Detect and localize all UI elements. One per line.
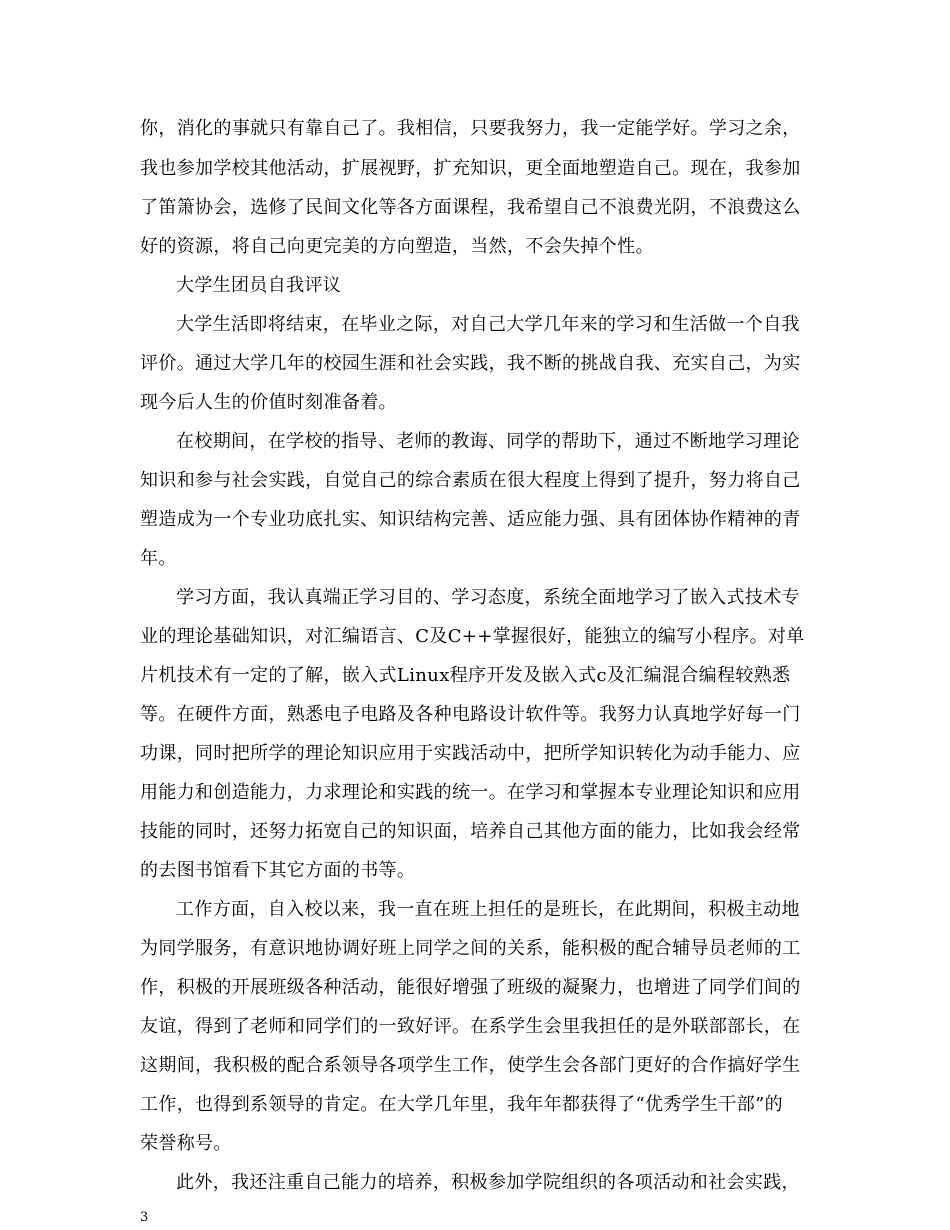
text-line: 友谊，得到了老师和同学们的一致好评。在系学生会里我担任的是外联部部长，在 [140, 1016, 801, 1037]
text-line: 学习方面，我认真端正学习目的、学习态度，系统全面地学习了嵌入式技术专 [176, 587, 800, 608]
text-line: 工作，也得到系领导的肯定。在大学几年里，我年年都获得了“优秀学生干部”的 [140, 1094, 784, 1115]
text-line: 的去图书馆看下其它方面的书等。 [140, 860, 416, 881]
text-line: 用能力和创造能力，力求理论和实践的统一。在学习和掌握本专业理论知识和应用 [140, 782, 801, 803]
text-line: 知识和参与社会实践，自觉自己的综合素质在很大程度上得到了提升，努力将自己 [140, 470, 801, 491]
text-line: 此外，我还注重自己能力的培养，积极参加学院组织的各项活动和社会实践， [176, 1172, 800, 1193]
text-line: 为同学服务，有意识地协调好班上同学之间的关系，能积极的配合辅导员老师的工 [140, 938, 801, 959]
text-line: 等。在硬件方面，熟悉电子电路及各种电路设计软件等。我努力认真地学好每一门 [140, 704, 801, 725]
text-line: 评价。通过大学几年的校园生涯和社会实践，我不断的挑战自我、充实自己，为实 [140, 353, 801, 374]
text-line: 这期间，我积极的配合系领导各项学生工作，使学生会各部门更好的合作搞好学生 [140, 1055, 801, 1076]
text-line: 作，积极的开展班级各种活动，能很好增强了班级的凝聚力，也增进了同学们间的 [140, 977, 801, 998]
text-line: 荣誉称号。 [140, 1133, 232, 1154]
text-line: 片机技术有一定的了解，嵌入式Linux程序开发及嵌入式c及汇编混合编程较熟悉 [140, 665, 791, 686]
text-line: 现今后人生的价值时刻准备着。 [140, 392, 397, 413]
text-line: 工作方面，自入校以来，我一直在班上担任的是班长，在此期间，积极主动地 [176, 899, 800, 920]
page-number: 3 [140, 1210, 149, 1225]
text-line: 好的资源，将自己向更完美的方向塑造，当然，不会失掉个性。 [140, 236, 654, 257]
text-line: 你，消化的事就只有靠自己了。我相信，只要我努力，我一定能学好。学习之余， [140, 118, 801, 139]
text-line: 功课，同时把所学的理论知识应用于实践活动中，把所学知识转化为动手能力、应 [140, 743, 801, 764]
text-line: 业的理论基础知识，对汇编语言、C及C++掌握很好，能独立的编写小程序。对单 [140, 626, 805, 647]
text-line: 年。 [140, 548, 177, 569]
text-line: 技能的同时，还努力拓宽自己的知识面，培养自己其他方面的能力，比如我会经常 [140, 821, 801, 842]
text-line: 塑造成为一个专业功底扎实、知识结构完善、适应能力强、具有团体协作精神的青 [140, 509, 801, 530]
text-line: 在校期间，在学校的指导、老师的教诲、同学的帮助下，通过不断地学习理论 [176, 431, 800, 452]
text-line: 大学生活即将结束，在毕业之际，对自己大学几年来的学习和生活做一个自我 [176, 314, 800, 335]
text-line: 我也参加学校其他活动，扩展视野，扩充知识，更全面地塑造自己。现在，我参加 [140, 158, 801, 179]
text-line: 了笛箫协会，选修了民间文化等各方面课程，我希望自己不浪费光阴，不浪费这么 [140, 197, 801, 218]
section-heading: 大学生团员自我评议 [176, 275, 342, 296]
